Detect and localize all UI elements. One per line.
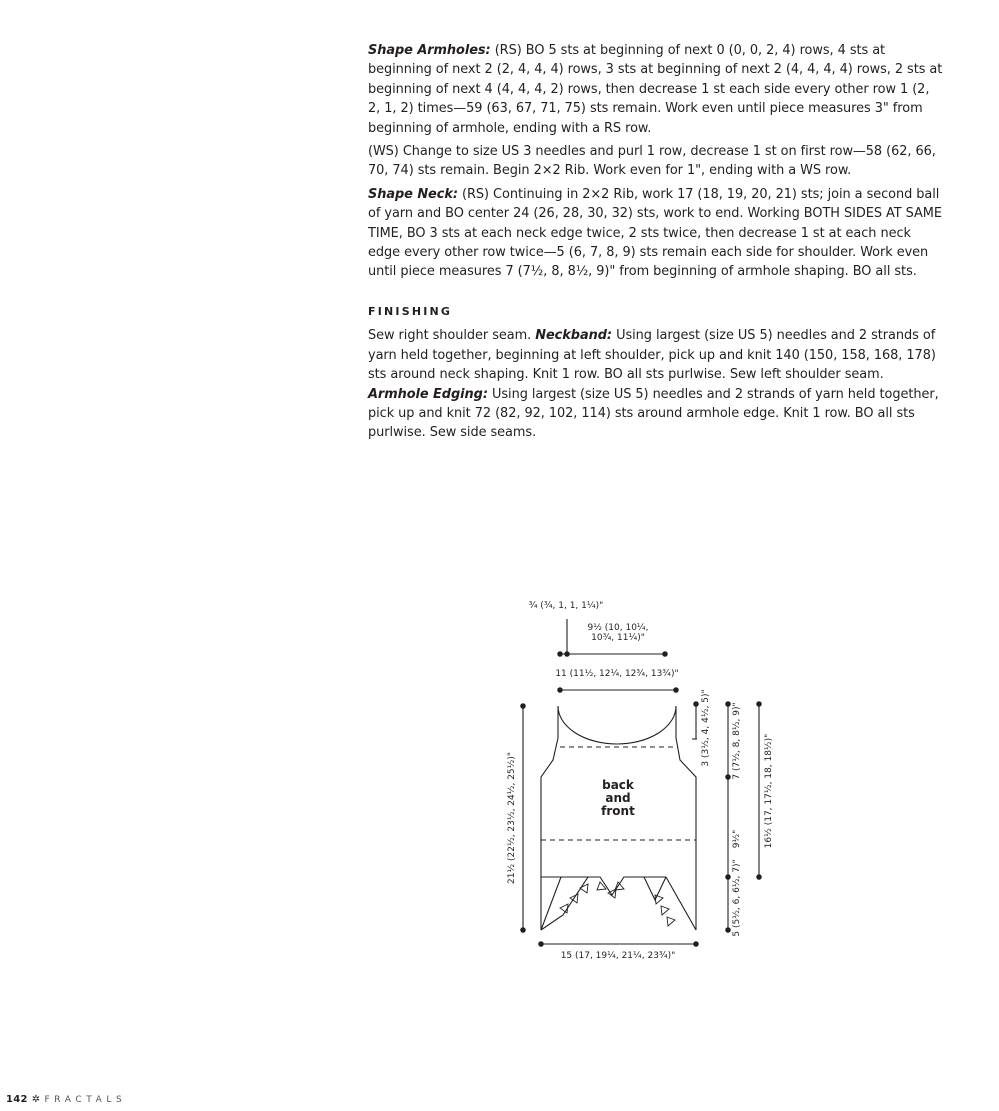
piece-label-back: back — [602, 778, 634, 792]
shape-armholes-text: (RS) BO 5 sts at beginning of next 0 (0, 0, 2, 4) rows, 4 sts at beginning of next 2 (2, 4, 4, 4) rows, 3 sts at beginning of next 2 (4, 4, 4, 4) rows, 2 sts at beginning of next 4 (4, 4, 4, 2) rows, then decrease 1 st each side every other row 1 (2, 2, 1, 2) times—59 (63, 67, 71, 75) sts remain. Work even until piece measures 3" from beginning of armhole, ending with a RS row. — [368, 43, 943, 136]
neck-width-label-2: 10¾, 11¼)" — [591, 633, 645, 643]
mid-length-label: 9½" — [732, 829, 742, 849]
page-footer — [6, 1094, 126, 1105]
shoulder-width-label: ¾ (¾, 1, 1, 1¼)" — [528, 601, 604, 611]
armhole-depth-label: 7 (7½, 8, 8½, 9)" — [732, 702, 742, 780]
shape-armholes-label: Shape Armholes: — [368, 43, 491, 58]
piece-label-and: and — [605, 791, 631, 805]
finishing-heading: FINISHING — [368, 304, 453, 318]
lace-triangle — [560, 882, 675, 926]
armhole-edging-label: Armhole Edging: — [368, 386, 488, 402]
body-length-label: 16½ (17, 17½, 18, 18½)" — [764, 733, 774, 849]
armhole-edging-text: Using largest (size US 5) needles and 2 strands of yarn held together, pick up and knit 72 (82, 92, 102, 114) sts around armhole edge. Knit 1 row. BO all sts purlwise. Sew side seams. — [368, 386, 939, 441]
upper-width-label: 11 (11½, 12¼, 12¾, 13¾)" — [555, 669, 679, 679]
shape-neck-label: Shape Neck: — [368, 186, 458, 202]
lace-depth-label: 5 (5½, 6, 6½, 7)" — [732, 859, 742, 937]
piece-label-front: front — [601, 804, 635, 818]
ws-paragraph: (WS) Change to size US 3 needles and purl 1 row, decrease 1 st on first row—58 (62, 66, 70, 74) sts remain. Begin 2×2 Rib. Work even for 1", ending with a WS row. — [368, 144, 936, 179]
garment-outline — [541, 706, 696, 930]
neck-width-label-1: 9½ (10, 10¼, — [587, 623, 649, 633]
finishing-intro: Sew right shoulder seam. — [368, 328, 536, 344]
shape-neck-text: (RS) Continuing in 2×2 Rib, work 17 (18, 19, 20, 21) sts; join a second ball of yarn and BO center 24 (26, 28, 30, 32) sts, work to end. Working BOTH SIDES AT SAME TIME, BO 3 sts at each neck edge twice, 2 sts twice, then decrease 1 st at each neck edge every other row twice—5 (6, 7, 8, 9) sts remain each side for shoulder. Work even until piece measures 7 (7½, 8, 8½, 9)" from beginning of armhole shaping. BO all sts. — [368, 186, 942, 280]
star-icon: ✲ — [31, 1094, 41, 1105]
total-length-label: 21½ (22½, 23½, 24½, 25½)" — [507, 751, 517, 885]
neckband-label: Neckband: — [535, 328, 613, 344]
page-number: 142 — [6, 1094, 28, 1105]
section-title: FRACTALS — [44, 1095, 127, 1105]
rib-depth-label: 3 (3½, 4, 4½, 5)" — [701, 689, 711, 767]
neckband-text: Using largest (size US 5) needles and 2 strands of yarn held together, beginning at left shoulder, pick up and knit 140 (150, 158, 168, 178) sts around neck shaping. Knit 1 row. BO all sts purlwise. Sew left shoulder seam. — [368, 328, 936, 383]
bottom-width-label: 15 (17, 19¼, 21¼, 23¾)" — [560, 951, 676, 961]
